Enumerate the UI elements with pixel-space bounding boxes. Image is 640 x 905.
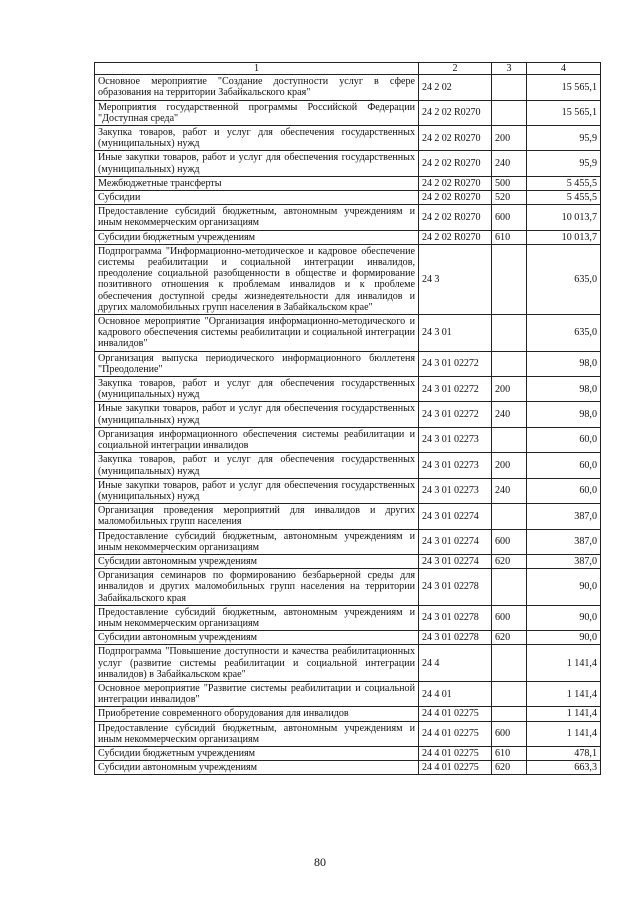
row-name: Субсидии автономным учреждениям <box>95 761 419 775</box>
row-code: 24 4 01 02275 <box>419 746 492 760</box>
table-row <box>95 205 601 230</box>
table-row <box>95 746 601 760</box>
table-row <box>95 569 601 606</box>
row-name: Основное мероприятие "Создание доступности услуг в сфере образования на территории Забайкальского края" <box>95 75 419 100</box>
row-amount: 98,0 <box>527 351 601 376</box>
row-name: Иные закупки товаров, работ и услуг для обеспечения государственных (муниципальных) нужд <box>95 478 419 503</box>
row-amount: 10 013,7 <box>527 230 601 244</box>
row-amount: 60,0 <box>527 427 601 452</box>
table-row <box>95 151 601 176</box>
row-amount: 1 141,4 <box>527 645 601 682</box>
row-amount: 10 013,7 <box>527 205 601 230</box>
row-name: Предоставление субсидий бюджетным, автономным учреждениям и иным некоммерческим организациям <box>95 205 419 230</box>
row-amount: 663,3 <box>527 761 601 775</box>
table-row <box>95 75 601 100</box>
row-code: 24 3 01 02278 <box>419 631 492 645</box>
row-code: 24 3 01 02274 <box>419 529 492 554</box>
row-amount: 95,9 <box>527 126 601 151</box>
row-code: 24 3 01 02274 <box>419 504 492 529</box>
row-name: Предоставление субсидий бюджетным, автономным учреждениям и иным некоммерческим организациям <box>95 605 419 630</box>
header-row <box>95 63 601 75</box>
row-expense-type: 620 <box>492 631 527 645</box>
row-name: Подпрограмма "Информационно-методическое и кадровое обеспечение системы реабилитации и социальной интеграции инвалидов, преодоление социальной разобщенности в обществе и формирование позитивного отношения к проблемам инвалидов и к проблеме обеспечения доступной среды жизнедеятельности для инвалидов и других маломобильных групп населения в Забайкальском крае" <box>95 244 419 314</box>
row-code: 24 3 01 02273 <box>419 453 492 478</box>
table-row <box>95 351 601 376</box>
row-name: Иные закупки товаров, работ и услуг для обеспечения государственных (муниципальных) нужд <box>95 151 419 176</box>
column-header-1: 1 <box>95 63 419 75</box>
table-row <box>95 504 601 529</box>
table-row <box>95 377 601 402</box>
row-name: Организация выпуска периодического информационного бюллетеня "Преодоление" <box>95 351 419 376</box>
row-code: 24 2 02 R0270 <box>419 191 492 205</box>
row-name: Организация информационного обеспечения системы реабилитации и социальной интеграции инвалидов <box>95 427 419 452</box>
row-code: 24 4 <box>419 645 492 682</box>
row-amount: 1 141,4 <box>527 681 601 706</box>
row-code: 24 3 01 02278 <box>419 569 492 606</box>
row-name: Основное мероприятие "Развитие системы реабилитации и социальной интеграции инвалидов" <box>95 681 419 706</box>
column-header-3: 3 <box>492 63 527 75</box>
row-amount: 1 141,4 <box>527 721 601 746</box>
row-expense-type: 610 <box>492 230 527 244</box>
table-row <box>95 427 601 452</box>
row-expense-type <box>492 681 527 706</box>
table-row <box>95 176 601 190</box>
table-body <box>95 75 601 775</box>
row-code: 24 4 01 02275 <box>419 721 492 746</box>
row-amount: 478,1 <box>527 746 601 760</box>
row-name: Субсидии автономным учреждениям <box>95 631 419 645</box>
row-expense-type <box>492 351 527 376</box>
table-row <box>95 605 601 630</box>
row-expense-type <box>492 100 527 125</box>
row-code: 24 4 01 02275 <box>419 707 492 721</box>
row-expense-type <box>492 645 527 682</box>
table-row <box>95 402 601 427</box>
row-expense-type: 600 <box>492 721 527 746</box>
row-amount: 387,0 <box>527 554 601 568</box>
row-code: 24 3 01 02272 <box>419 402 492 427</box>
table-row <box>95 681 601 706</box>
row-amount: 60,0 <box>527 478 601 503</box>
row-expense-type: 520 <box>492 191 527 205</box>
row-expense-type: 240 <box>492 151 527 176</box>
table-row <box>95 191 601 205</box>
table-row <box>95 721 601 746</box>
row-expense-type: 200 <box>492 126 527 151</box>
row-amount: 15 565,1 <box>527 75 601 100</box>
row-amount: 90,0 <box>527 605 601 630</box>
budget-table <box>94 62 601 775</box>
row-code: 24 3 01 02272 <box>419 377 492 402</box>
row-expense-type: 600 <box>492 205 527 230</box>
table-row <box>95 315 601 352</box>
row-name: Субсидии автономным учреждениям <box>95 554 419 568</box>
row-expense-type: 620 <box>492 554 527 568</box>
row-amount: 1 141,4 <box>527 707 601 721</box>
row-expense-type: 240 <box>492 478 527 503</box>
row-code: 24 2 02 R0270 <box>419 100 492 125</box>
row-code: 24 2 02 <box>419 75 492 100</box>
row-expense-type <box>492 427 527 452</box>
row-amount: 635,0 <box>527 315 601 352</box>
row-name: Мероприятия государственной программы Российской Федерации "Доступная среда" <box>95 100 419 125</box>
row-code: 24 4 01 <box>419 681 492 706</box>
row-expense-type: 600 <box>492 605 527 630</box>
row-expense-type <box>492 504 527 529</box>
row-expense-type: 610 <box>492 746 527 760</box>
row-code: 24 2 02 R0270 <box>419 151 492 176</box>
row-name: Субсидии <box>95 191 419 205</box>
row-code: 24 4 01 02275 <box>419 761 492 775</box>
row-code: 24 3 01 02273 <box>419 427 492 452</box>
row-code: 24 3 <box>419 244 492 314</box>
row-expense-type: 500 <box>492 176 527 190</box>
row-expense-type: 240 <box>492 402 527 427</box>
table-row <box>95 631 601 645</box>
row-name: Субсидии бюджетным учреждениям <box>95 746 419 760</box>
table-row <box>95 645 601 682</box>
row-code: 24 3 01 02274 <box>419 554 492 568</box>
row-expense-type <box>492 707 527 721</box>
table-row <box>95 761 601 775</box>
row-name: Приобретение современного оборудования для инвалидов <box>95 707 419 721</box>
row-name: Организация проведения мероприятий для инвалидов и других маломобильных групп населения <box>95 504 419 529</box>
page-number: 80 <box>314 855 326 869</box>
row-name: Закупка товаров, работ и услуг для обеспечения государственных (муниципальных) нужд <box>95 453 419 478</box>
row-name: Предоставление субсидий бюджетным, автономным учреждениям и иным некоммерческим организациям <box>95 721 419 746</box>
row-amount: 95,9 <box>527 151 601 176</box>
column-header-2: 2 <box>419 63 492 75</box>
row-expense-type <box>492 315 527 352</box>
row-name: Основное мероприятие "Организация информационно-методического и кадрового обеспечения системы реабилитации и социальной интеграции инвалидов" <box>95 315 419 352</box>
row-expense-type: 620 <box>492 761 527 775</box>
row-amount: 60,0 <box>527 453 601 478</box>
row-amount: 387,0 <box>527 529 601 554</box>
row-amount: 5 455,5 <box>527 176 601 190</box>
row-code: 24 2 02 R0270 <box>419 205 492 230</box>
row-code: 24 3 01 02273 <box>419 478 492 503</box>
row-name: Иные закупки товаров, работ и услуг для обеспечения государственных (муниципальных) нужд <box>95 402 419 427</box>
row-code: 24 3 01 02272 <box>419 351 492 376</box>
row-name: Закупка товаров, работ и услуг для обеспечения государственных (муниципальных) нужд <box>95 126 419 151</box>
row-expense-type <box>492 244 527 314</box>
table-row <box>95 554 601 568</box>
row-code: 24 2 02 R0270 <box>419 230 492 244</box>
row-name: Организация семинаров по формированию безбарьерной среды для инвалидов и других маломобильных групп населения на территории Забайкальского края <box>95 569 419 606</box>
row-expense-type: 200 <box>492 453 527 478</box>
row-name: Закупка товаров, работ и услуг для обеспечения государственных (муниципальных) нужд <box>95 377 419 402</box>
table-row <box>95 453 601 478</box>
row-name: Подпрограмма "Повышение доступности и качества реабилитационных услуг (развитие системы реабилитации и социальной интеграции инвалидов) в Забайкальском крае" <box>95 645 419 682</box>
row-amount: 387,0 <box>527 504 601 529</box>
table-row <box>95 100 601 125</box>
table-row <box>95 707 601 721</box>
row-amount: 635,0 <box>527 244 601 314</box>
row-expense-type: 200 <box>492 377 527 402</box>
row-code: 24 2 02 R0270 <box>419 126 492 151</box>
row-name: Предоставление субсидий бюджетным, автономным учреждениям и иным некоммерческим организациям <box>95 529 419 554</box>
row-amount: 98,0 <box>527 402 601 427</box>
row-code: 24 2 02 R0270 <box>419 176 492 190</box>
row-amount: 98,0 <box>527 377 601 402</box>
row-expense-type: 600 <box>492 529 527 554</box>
row-amount: 90,0 <box>527 631 601 645</box>
table-row <box>95 244 601 314</box>
column-header-4: 4 <box>527 63 601 75</box>
row-expense-type <box>492 569 527 606</box>
row-code: 24 3 01 <box>419 315 492 352</box>
row-expense-type <box>492 75 527 100</box>
table-row <box>95 230 601 244</box>
row-name: Межбюджетные трансферты <box>95 176 419 190</box>
table-row <box>95 126 601 151</box>
row-name: Субсидии бюджетным учреждениям <box>95 230 419 244</box>
row-amount: 5 455,5 <box>527 191 601 205</box>
row-amount: 15 565,1 <box>527 100 601 125</box>
table-row <box>95 529 601 554</box>
table-row <box>95 478 601 503</box>
row-code: 24 3 01 02278 <box>419 605 492 630</box>
table-header <box>95 63 601 75</box>
row-amount: 90,0 <box>527 569 601 606</box>
